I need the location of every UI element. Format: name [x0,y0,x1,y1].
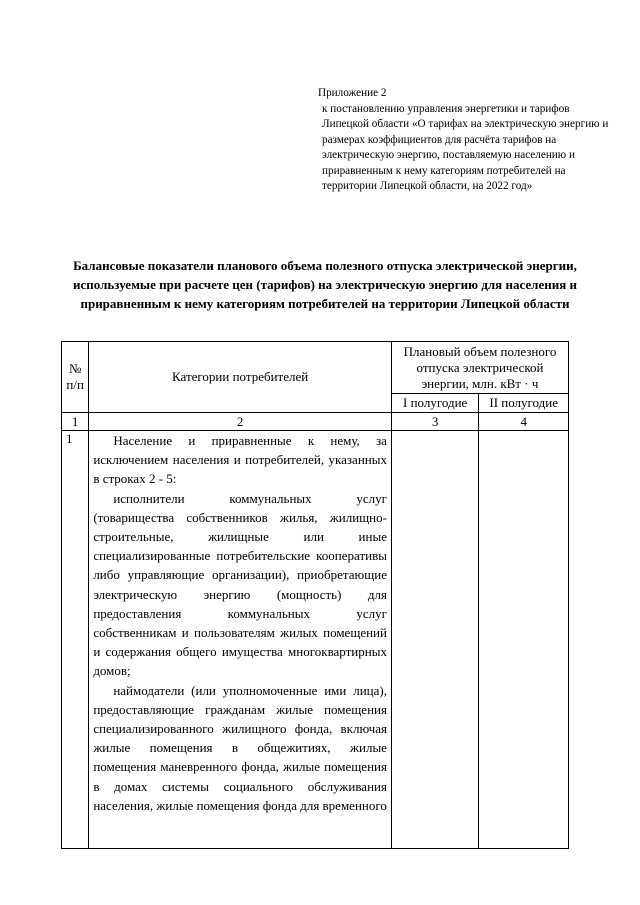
col-number-2: 2 [89,413,392,431]
document-heading: Балансовые показатели планового объема полезного отпуска электрической энергии, используемые при расчете цен (тарифов) на электрическую энергию для населения и приравненным к нему категориям потребителей на территории Липецкой области [73,258,577,311]
row-paragraph: наймодатели (или уполномоченные ими лица), предоставляющие гражданам жилые помещения специализированного жилищного фонда, включая жилые помещения в общежитиях, жилые помещения маневренного фонда, жилые помещения в домах системы социального обслуживания населения, жилые помещения фонда для временного [93,682,387,813]
col-number-3: 3 [391,413,478,431]
col-number-4: 4 [479,413,569,431]
col-number-1: 1 [62,413,89,431]
header-category: Категории потребителей [89,342,392,413]
appendix-title: Приложение 2 [318,87,387,99]
row-num: 1 [62,431,89,849]
row-value-half-1 [391,431,478,849]
row-category-description [89,431,392,849]
row-paragraph: Население и приравненные к нему, за исключением населения и потребителей, указанных в строках 2 - 5: [93,433,387,487]
row-paragraph: исполнители коммунальных услуг (товарищества собственников жилья, жилищно-строительные, жилищные или иные специализированные потребительские кооперативы либо управляющие организации), приобретающие электрическую энергию (мощность) для предоставления коммунальных услуг собственникам и пользователям жилых помещений и содержания общего имущества многоквартирных домов; [93,490,387,679]
appendix-text: к постановлению управления энергетики и тарифов Липецкой области «О тарифах на электрическую энергию и размерах коэффициентов для расчёта тарифов на электрическую энергию, поставляемую населению и приравненным к нему категориям потребителей на территории Липецкой области, на 2022 год» [322,102,609,192]
header-half-1: I полугодие [391,394,478,413]
tariff-table [61,341,569,849]
row-value-half-2 [479,431,569,849]
appendix-note [318,86,613,195]
header-half-2: II полугодие [479,394,569,413]
header-volume: Плановый объем полезного отпуска электрической энергии, млн. кВт · ч [391,342,568,394]
header-num: № п/п [62,342,89,413]
